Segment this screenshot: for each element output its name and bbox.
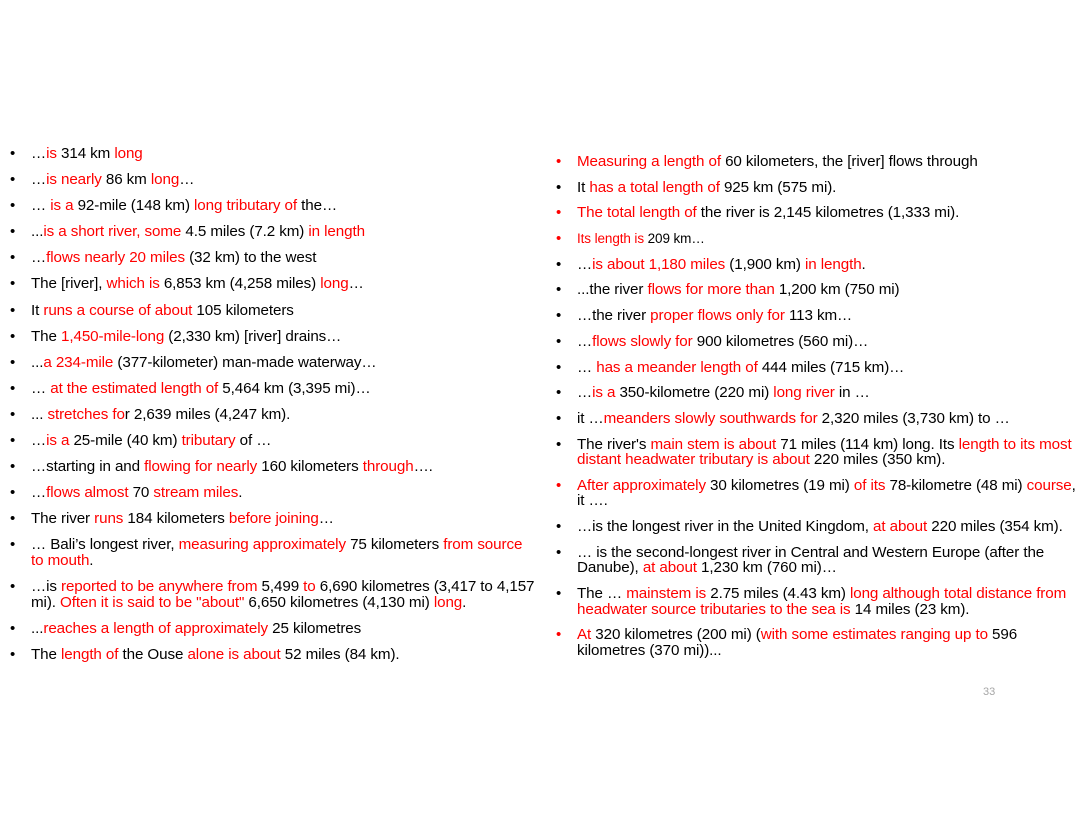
- highlighted-phrase: long: [150, 171, 180, 189]
- plain-text: 209 km…: [644, 231, 705, 247]
- plain-text: ...: [31, 353, 44, 371]
- list-item: [556, 180, 1076, 196]
- plain-text: 92-mile (148 km): [73, 197, 195, 215]
- plain-text: …: [31, 171, 47, 189]
- list-item: [556, 231, 1076, 247]
- list-item: [10, 537, 535, 568]
- plain-text: 75 kilometers: [345, 536, 444, 554]
- plain-text: ...: [31, 405, 48, 423]
- plain-text: (1,900 km): [725, 255, 806, 273]
- highlighted-phrase: is about 1,180 miles: [592, 255, 726, 273]
- plain-text: of …: [235, 432, 272, 450]
- plain-text: the river is 2,145 kilometres (1,333 mi).: [696, 204, 960, 222]
- highlighted-phrase: through: [362, 458, 414, 476]
- highlighted-phrase: of its: [853, 476, 886, 494]
- highlighted-phrase: long river: [773, 384, 835, 402]
- plain-text: 52 miles (84 km).: [280, 645, 400, 663]
- plain-text: 4.5 miles (7.2 km): [181, 223, 309, 241]
- plain-text: 596 kilometres (370 mi))...: [577, 626, 1018, 659]
- plain-text: r 2,639 miles (4,247 km).: [124, 405, 291, 423]
- highlighted-phrase: reported to be anywhere from: [60, 578, 258, 596]
- list-item: [556, 411, 1076, 427]
- plain-text: …is the longest river in the United Kingdom,: [577, 518, 874, 536]
- plain-text: The river: [31, 510, 95, 528]
- highlighted-phrase: is: [46, 145, 57, 162]
- plain-text: …starting in and: [31, 458, 145, 476]
- highlighted-phrase: meanders slowly southwards for: [603, 409, 818, 427]
- plain-text: 314 km: [56, 145, 115, 162]
- plain-text: in …: [834, 384, 870, 402]
- list-item: [10, 172, 535, 188]
- plain-text: .: [861, 255, 866, 273]
- plain-text: …: [179, 171, 195, 189]
- plain-text: …: [577, 255, 593, 273]
- highlighted-phrase: stream miles: [153, 484, 239, 502]
- highlighted-phrase: to: [303, 578, 316, 596]
- plain-text: ...: [31, 223, 44, 241]
- highlighted-phrase: long although total distance from headwater source tributaries to the sea is: [577, 585, 1067, 618]
- plain-text: 900 kilometres (560 mi)…: [692, 332, 869, 350]
- plain-text: 1,200 km (750 mi): [774, 281, 900, 299]
- plain-text: …: [577, 332, 593, 350]
- plain-text: …is: [31, 578, 61, 596]
- highlighted-phrase: before joining: [228, 510, 319, 528]
- list-item: [10, 329, 535, 345]
- plain-text: 160 kilometers: [257, 458, 363, 476]
- list-item: [10, 407, 535, 423]
- plain-text: ….: [413, 458, 433, 476]
- highlighted-phrase: flows for more than: [647, 281, 775, 299]
- highlighted-phrase: runs: [94, 510, 124, 528]
- plain-text: 86 km: [101, 171, 151, 189]
- plain-text: 184 kilometers: [123, 510, 229, 528]
- highlighted-phrase: which is: [106, 275, 160, 293]
- highlighted-phrase: flows slowly for: [592, 332, 693, 350]
- page-number: 33: [983, 686, 996, 698]
- highlighted-phrase: runs a course of about: [43, 301, 193, 319]
- highlighted-phrase: main stem is about: [650, 435, 777, 453]
- list-item: [556, 205, 1076, 221]
- list-item: [556, 154, 1076, 170]
- highlighted-phrase: flowing for nearly: [144, 458, 258, 476]
- list-item: [556, 627, 1076, 658]
- plain-text: The: [31, 645, 61, 663]
- plain-text: The …: [577, 585, 627, 603]
- plain-text: The river's: [577, 435, 651, 453]
- highlighted-phrase: mainstem is: [626, 585, 707, 603]
- highlighted-phrase: is a short river, some: [43, 223, 182, 241]
- list-item: [10, 146, 535, 162]
- highlighted-phrase: long: [433, 593, 463, 611]
- list-item: [10, 276, 535, 292]
- plain-text: 5,499: [257, 578, 304, 596]
- plain-text: It: [31, 301, 44, 319]
- highlighted-phrase: proper flows only for: [650, 307, 785, 325]
- plain-text: …: [31, 484, 47, 502]
- highlighted-phrase: Often it is said to be "about": [60, 593, 245, 611]
- plain-text: 60 kilometers, the [river] flows through: [720, 153, 978, 170]
- plain-text: , it ….: [577, 476, 1076, 510]
- list-item: [10, 621, 535, 637]
- plain-text: (377-kilometer) man-made waterway…: [113, 353, 377, 371]
- plain-text: 14 miles (23 km).: [850, 600, 970, 618]
- plain-text: 6,690 kilometres (3,417 to 4,157 mi).: [31, 578, 535, 611]
- plain-text: …: [31, 145, 47, 162]
- highlighted-phrase: course: [1026, 476, 1072, 494]
- list-item: [10, 381, 535, 397]
- plain-text: 220 miles (350 km).: [809, 451, 946, 469]
- highlighted-phrase: has a total length of: [589, 178, 720, 196]
- list-item: [556, 282, 1076, 298]
- highlighted-phrase: is a: [50, 197, 74, 215]
- plain-text: 2,320 miles (3,730 km) to …: [817, 409, 1010, 427]
- highlighted-phrase: long: [320, 275, 349, 293]
- list-item: [10, 355, 535, 371]
- plain-text: The [river],: [31, 275, 107, 293]
- list-item: [10, 224, 535, 240]
- plain-text: the Ouse: [118, 645, 188, 663]
- highlighted-phrase: flows nearly 20 miles: [46, 249, 185, 267]
- highlighted-phrase: alone is about: [187, 645, 281, 663]
- plain-text: .: [238, 484, 243, 502]
- highlighted-phrase: Its length is: [577, 231, 644, 247]
- highlighted-phrase: Measuring a length of: [577, 153, 721, 170]
- plain-text: 925 km (575 mi).: [719, 178, 837, 196]
- highlighted-phrase: is nearly: [46, 171, 102, 189]
- highlighted-phrase: long tributary of: [194, 197, 298, 215]
- highlighted-phrase: at about: [642, 559, 697, 577]
- plain-text: 25-mile (40 km): [69, 432, 182, 450]
- list-item: [10, 459, 535, 475]
- highlighted-phrase: The total length of: [577, 204, 697, 222]
- list-item: [556, 478, 1076, 509]
- highlighted-phrase: with some estimates ranging up to: [760, 626, 988, 644]
- list-item: [10, 433, 535, 449]
- highlighted-phrase: reaches a length of approximately: [43, 619, 269, 637]
- list-item: [10, 303, 535, 319]
- plain-text: 6,853 km (4,258 miles): [159, 275, 321, 293]
- plain-text: …: [31, 197, 51, 215]
- plain-text: …: [31, 249, 47, 267]
- list-item: [10, 511, 535, 527]
- list-item: [556, 308, 1076, 324]
- plain-text: … is the second-longest river in Central and Western Europe (after the Danube),: [577, 543, 1045, 577]
- plain-text: 78-kilometre (48 mi): [885, 476, 1027, 494]
- list-item: [10, 485, 535, 501]
- list-item: [556, 586, 1076, 617]
- plain-text: … Bali’s longest river,: [31, 536, 179, 554]
- plain-text: 25 kilometres: [268, 619, 362, 637]
- highlighted-phrase: long: [114, 145, 143, 162]
- plain-text: …: [31, 379, 51, 397]
- highlighted-phrase: length to its most distant headwater tributary is about: [577, 435, 1072, 469]
- highlighted-phrase: is a: [592, 384, 616, 402]
- plain-text: ...the river: [577, 281, 648, 299]
- highlighted-phrase: has a meander length of: [596, 358, 758, 376]
- plain-text: 70: [128, 484, 154, 502]
- highlighted-phrase: At: [577, 626, 592, 644]
- list-item: [10, 250, 535, 266]
- highlighted-phrase: in length: [308, 223, 365, 241]
- list-item: [556, 437, 1076, 468]
- highlighted-phrase: length of: [61, 645, 119, 663]
- list-item: [556, 519, 1076, 535]
- right-bullet-list: [556, 154, 1076, 669]
- plain-text: 350-kilometre (220 mi): [615, 384, 774, 402]
- plain-text: .: [462, 593, 467, 611]
- plain-text: …: [577, 384, 593, 402]
- plain-text: 2.75 miles (4.43 km): [706, 585, 850, 603]
- list-item: [556, 545, 1076, 576]
- plain-text: 71 miles (114 km) long. Its: [776, 435, 959, 453]
- list-item: [10, 647, 535, 663]
- list-item: [556, 360, 1076, 376]
- plain-text: 113 km…: [784, 307, 853, 325]
- plain-text: 444 miles (715 km)…: [757, 358, 905, 376]
- highlighted-phrase: After approximately: [577, 476, 706, 494]
- plain-text: …: [348, 275, 364, 293]
- plain-text: 220 miles (354 km).: [927, 518, 1063, 536]
- plain-text: the…: [297, 197, 338, 215]
- plain-text: 320 kilometres (200 mi) (: [591, 626, 761, 644]
- highlighted-phrase: tributary: [181, 432, 236, 450]
- plain-text: 30 kilometres (19 mi): [705, 476, 854, 494]
- highlighted-phrase: in length: [805, 255, 862, 273]
- plain-text: 5,464 km (3,395 mi)…: [218, 379, 371, 397]
- plain-text: 6,650 kilometres (4,130 mi): [244, 593, 434, 611]
- left-bullet-list: [10, 146, 535, 673]
- list-item: [556, 385, 1076, 401]
- list-item: [10, 198, 535, 214]
- plain-text: 105 kilometers: [192, 301, 294, 319]
- list-item: [556, 257, 1076, 273]
- highlighted-phrase: stretches fo: [47, 405, 125, 423]
- highlighted-phrase: at the estimated length of: [50, 379, 219, 397]
- highlighted-phrase: from source to mouth: [31, 536, 523, 569]
- plain-text: …: [31, 432, 47, 450]
- plain-text: (2,330 km) [river] drains…: [164, 327, 342, 345]
- list-item: [10, 579, 535, 610]
- plain-text: The: [31, 327, 61, 345]
- plain-text: …: [318, 510, 334, 528]
- plain-text: It: [577, 178, 590, 196]
- plain-text: .: [89, 552, 94, 569]
- plain-text: …: [577, 358, 597, 376]
- highlighted-phrase: is a: [46, 432, 70, 450]
- plain-text: ...: [31, 619, 44, 637]
- plain-text: …the river: [577, 307, 651, 325]
- highlighted-phrase: a 234-mile: [43, 353, 114, 371]
- plain-text: 1,230 km (760 mi)…: [696, 559, 837, 577]
- highlighted-phrase: 1,450-mile-long: [61, 327, 165, 345]
- highlighted-phrase: measuring approximately: [178, 536, 346, 554]
- plain-text: (32 km) to the west: [184, 249, 317, 267]
- highlighted-phrase: flows almost: [46, 484, 129, 502]
- plain-text: it …: [577, 409, 604, 427]
- highlighted-phrase: at about: [873, 518, 928, 536]
- list-item: [556, 334, 1076, 350]
